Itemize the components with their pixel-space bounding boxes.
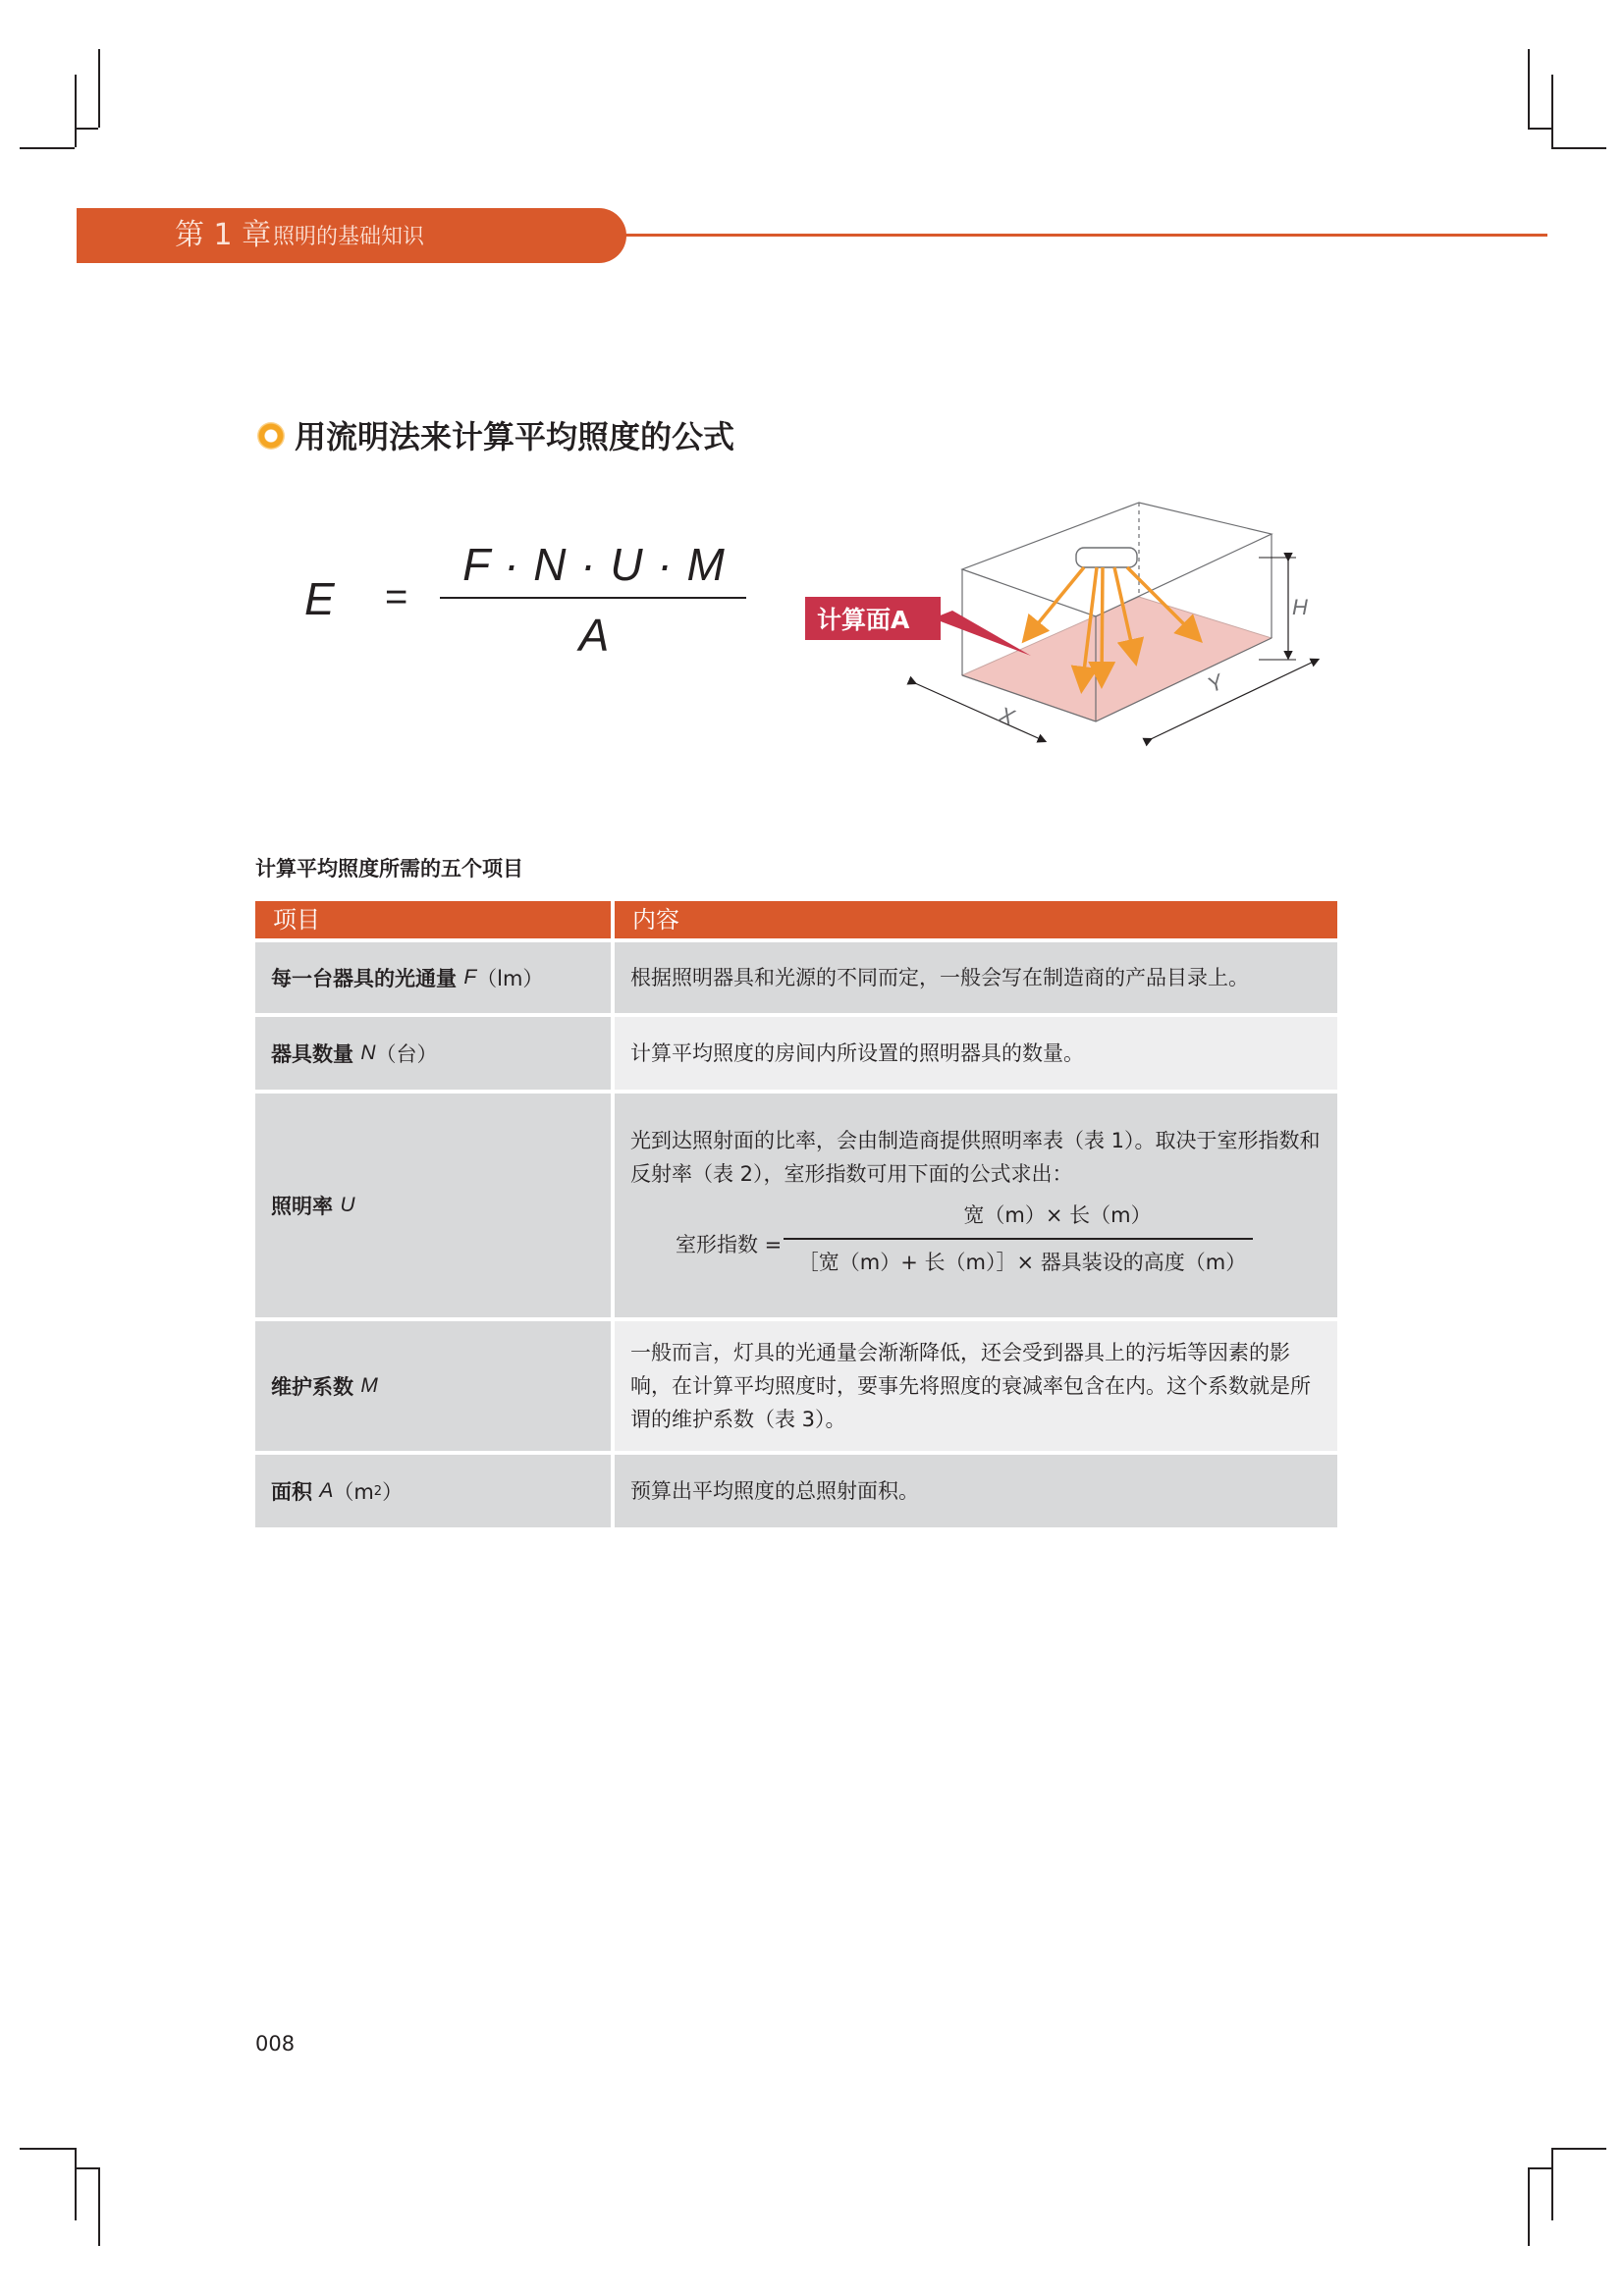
room-index-formula: [630, 1199, 1324, 1287]
header-item: 项目: [255, 901, 611, 938]
crop-mark: [1551, 2148, 1606, 2150]
formula-fraction-bar: [440, 597, 746, 599]
room-index-denominator: ［宽（m）+ 长（m）］× 器具装设的高度（m）: [797, 1251, 1247, 1274]
chapter-title: 照明的基础知识: [273, 225, 425, 249]
header-content: 内容: [615, 901, 1337, 938]
crop-mark: [98, 2167, 100, 2246]
formula-equals: =: [385, 575, 408, 618]
row-content: 根据照明器具和光源的不同而定，一般会写在制造商的产品目录上。: [615, 942, 1337, 1013]
callout-label: 计算面A: [817, 606, 910, 634]
table-row: [255, 942, 1337, 1013]
crop-mark: [98, 49, 100, 128]
row-item: 每一台器具的光通量 F （lm）: [255, 942, 611, 1013]
row-item: 器具数量 N （台）: [255, 1017, 611, 1090]
crop-mark: [1551, 2148, 1553, 2220]
room-index-fraction-bar: [784, 1238, 1253, 1240]
crop-mark: [1528, 128, 1551, 130]
crop-mark: [1528, 2167, 1530, 2246]
light-fixture: [1076, 548, 1137, 567]
crop-mark: [20, 147, 75, 149]
page-number: 008: [255, 2032, 296, 2056]
crop-mark: [75, 2148, 77, 2220]
table-row: [255, 1321, 1337, 1451]
row-item: 面积 A （m 2 ）: [255, 1455, 611, 1527]
row-item: 维护系数 M: [255, 1321, 611, 1451]
table-row: [255, 1455, 1337, 1527]
chapter-number: 第 1 章: [175, 218, 272, 252]
label-y: Y: [1203, 668, 1227, 698]
formula-lhs: E: [304, 573, 335, 624]
row-content: 计算平均照度的房间内所设置的照明器具的数量。: [615, 1017, 1337, 1090]
callout-pointer: [933, 611, 1031, 656]
row-item: 照明率 U: [255, 1094, 611, 1317]
crop-mark: [1551, 75, 1553, 147]
crop-mark: [1528, 2167, 1551, 2169]
crop-mark: [1528, 49, 1530, 128]
table-row: [255, 1094, 1337, 1317]
crop-mark: [75, 75, 77, 147]
section-bullet-icon: [257, 422, 285, 450]
formula-denominator: A: [578, 610, 610, 661]
crop-mark: [1551, 147, 1606, 149]
row-content-text: 光到达照射面的比率，会由制造商提供照明率表（表 1）。取决于室形指数和反射率（表 2），室形指数可用下面的公式求出：: [630, 1129, 1321, 1186]
chapter-rule: [619, 234, 1547, 237]
room-diagram: [805, 491, 1335, 756]
table-row: [255, 1017, 1337, 1090]
section-title: 用流明法来计算平均照度的公式: [295, 418, 735, 455]
crop-mark: [75, 2167, 98, 2169]
row-content: 预算出平均照度的总照射面积。: [615, 1455, 1337, 1527]
row-content: 一般而言，灯具的光通量会渐渐降低，还会受到器具上的污垢等因素的影响，在计算平均照度时，要事先将照度的衰减率包含在内。这个系数就是所谓的维护系数（表 3）。: [615, 1321, 1337, 1451]
label-h: H: [1292, 595, 1308, 619]
formula-numerator: F · N · U · M: [462, 539, 726, 590]
light-ray: [1102, 567, 1103, 682]
parameters-table: [255, 901, 1337, 1527]
table-header: [255, 901, 1337, 938]
crop-mark: [20, 2148, 75, 2150]
room-index-label: 室形指数 =: [676, 1233, 783, 1256]
table-caption: 计算平均照度所需的五个项目: [255, 857, 523, 881]
label-x: X: [996, 701, 1018, 730]
row-content: [615, 1094, 1337, 1317]
crop-mark: [75, 128, 98, 130]
room-index-numerator: 宽（m）× 长（m）: [963, 1203, 1152, 1227]
